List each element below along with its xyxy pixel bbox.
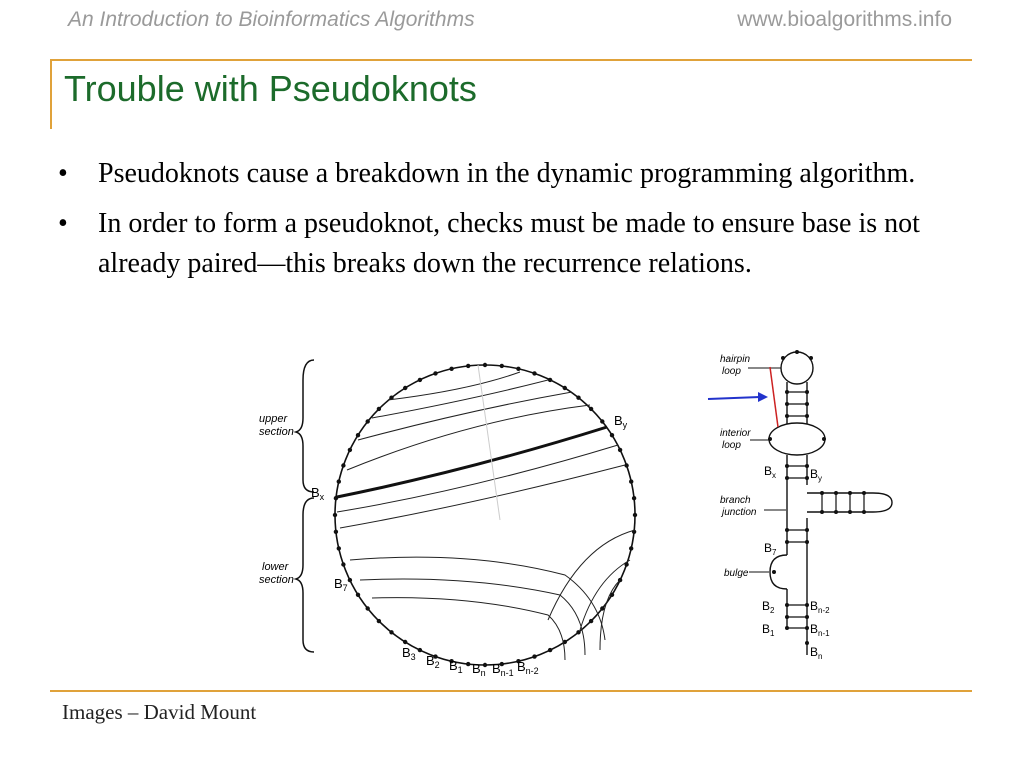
stem-nucleotide-dot: [834, 510, 838, 514]
stem-nucleotide-dot: [805, 390, 809, 394]
nucleotide-dot: [532, 371, 536, 375]
stem-loop-diagram: [708, 350, 892, 661]
lower-section-label: section: [259, 574, 294, 586]
nucleotide-dot: [334, 530, 338, 534]
nucleotide-dot: [633, 513, 637, 517]
nucleotide-dot: [418, 378, 422, 382]
stem-label-bx: $B_x$: [764, 464, 777, 480]
nucleotide-dot: [618, 448, 622, 452]
nucleotide-dot: [403, 640, 407, 644]
stem-nucleotide-dot: [785, 402, 789, 406]
stem-nucleotide-dot: [809, 356, 813, 360]
interior-loop-label: loop: [722, 440, 741, 451]
stem-label-b2: $B_2$: [762, 599, 775, 615]
nucleotide-dot: [356, 433, 360, 437]
hairpin-label: hairpin: [720, 354, 751, 365]
nucleotide-dot: [337, 479, 341, 483]
nucleotide-dot: [348, 578, 352, 582]
nucleotide-dot: [366, 606, 370, 610]
nucleotide-dot: [632, 496, 636, 500]
stem-nucleotide-dot: [785, 528, 789, 532]
label-b2: $B_2$: [426, 653, 440, 670]
stem-label-bn-1: $B_{n-1}$: [810, 622, 830, 638]
interior-loop: [769, 423, 825, 455]
nucleotide-dot: [366, 419, 370, 423]
stem-nucleotide-dot: [772, 570, 776, 574]
nucleotide-dot: [483, 663, 487, 667]
stem-nucleotide-dot: [785, 464, 789, 468]
nucleotide-dot: [516, 367, 520, 371]
stem-nucleotide-dot: [862, 491, 866, 495]
lower-label: lower: [262, 561, 289, 573]
branch-loop: [873, 493, 892, 512]
label-b7: $B_7$: [334, 576, 348, 593]
label-bn-1: $B_{n-1}$: [492, 661, 514, 678]
nucleotide-dot: [377, 407, 381, 411]
upper-brace: [296, 360, 314, 492]
branch-rungs: [822, 493, 864, 512]
nucleotide-dot: [589, 407, 593, 411]
nucleotide-dot: [348, 448, 352, 452]
blue-arrow-shaft: [708, 397, 760, 399]
pseudoknot-chord: [478, 365, 500, 520]
stem-nucleotide-dot: [834, 491, 838, 495]
stem-label-by: $B_y$: [810, 467, 823, 483]
bullet-text: Pseudoknots cause a breakdown in the dynamic programming algorithm.: [98, 158, 916, 189]
stem-nucleotide-dot: [805, 476, 809, 480]
footer-rule: [50, 690, 972, 692]
stem-nucleotide-dot: [820, 491, 824, 495]
nucleotide-dot: [589, 619, 593, 623]
nucleotide-dot: [403, 386, 407, 390]
stem-nucleotide-dot: [805, 641, 809, 645]
slide-title: Trouble with Pseudoknots: [64, 68, 477, 109]
nucleotide-dot: [548, 378, 552, 382]
stem-nucleotide-dot: [805, 528, 809, 532]
nucleotide-dot: [576, 396, 580, 400]
stem-label-b7: $B_7$: [764, 541, 777, 557]
interior-label: interior: [720, 428, 751, 439]
stem-nucleotide-dot: [785, 626, 789, 630]
footer-credit: Images – David Mount: [62, 700, 257, 724]
label-bn: $B_n$: [472, 661, 486, 678]
label-bx: $B_x$: [311, 485, 325, 502]
stem-nucleotide-dot: [822, 437, 826, 441]
nucleotide-dot: [377, 619, 381, 623]
bx-by-arc: [337, 427, 607, 497]
stem-nucleotide-dot: [805, 402, 809, 406]
stem-nucleotide-dot: [820, 510, 824, 514]
lower-stem-rungs: [787, 605, 807, 628]
nucleotide-dot: [548, 648, 552, 652]
circle-dots: [333, 363, 637, 667]
stem-nucleotide-dot: [848, 491, 852, 495]
nucleotide-dot: [466, 662, 470, 666]
bullet-text: In order to form a pseudoknot, checks must be made to ensure base is not already paired—this breaks down the recurrence relations.: [98, 208, 920, 279]
stem-label-b1: $B_1$: [762, 622, 775, 638]
stem-nucleotide-dot: [785, 540, 789, 544]
hairpin-loop-label: loop: [722, 366, 741, 377]
stem-nucleotide-dot: [805, 626, 809, 630]
stem-nucleotide-dot: [785, 615, 789, 619]
nucleotide-dot: [333, 513, 337, 517]
bulge-label: bulge: [724, 568, 749, 579]
nucleotide-dot: [600, 419, 604, 423]
nucleotide-dot: [418, 648, 422, 652]
stem-nucleotide-dot: [781, 356, 785, 360]
stem-nucleotide-dot: [805, 603, 809, 607]
bullet-dot: •: [58, 158, 68, 189]
nucleotide-dot: [466, 364, 470, 368]
lower-brace: [296, 498, 314, 652]
nucleotide-dot: [389, 630, 393, 634]
nucleotide-dot: [629, 546, 633, 550]
nucleotide-dot: [500, 364, 504, 368]
upper-section-label: section: [259, 426, 294, 438]
stem-nucleotide-dot: [805, 464, 809, 468]
nucleotide-dot: [449, 367, 453, 371]
label-by: $B_y$: [614, 413, 628, 430]
branch-label: branch: [720, 495, 751, 506]
nucleotide-dot: [576, 630, 580, 634]
nucleotide-dot: [483, 363, 487, 367]
pseudoknot-red-line: [770, 367, 778, 427]
stem-nucleotide-dot: [862, 510, 866, 514]
nucleotide-dot: [629, 479, 633, 483]
nucleotide-dot: [341, 463, 345, 467]
nucleotide-dot: [433, 371, 437, 375]
nucleotide-dot: [610, 433, 614, 437]
bullet-dot: •: [58, 208, 68, 239]
stem-nucleotide-dot: [805, 615, 809, 619]
nucleotide-dot: [337, 546, 341, 550]
stem-nucleotide-dot: [848, 510, 852, 514]
junction-label: junction: [722, 507, 757, 518]
nucleotide-dot: [341, 562, 345, 566]
stem-nucleotide-dot: [785, 603, 789, 607]
main-stem-rungs: [787, 466, 807, 542]
stem-nucleotide-dot: [795, 350, 799, 354]
stem-nucleotide-dot: [805, 540, 809, 544]
circle-diagram: [259, 360, 637, 678]
hairpin-loop: [781, 352, 813, 384]
label-b1: $B_1$: [449, 658, 463, 675]
lower-arcs: [350, 530, 635, 660]
upper-arcs: [347, 372, 590, 470]
header-website: www.bioalgorithms.info: [737, 8, 952, 31]
upper-stem-rungs: [787, 392, 807, 416]
stem-label-bn-2: $B_{n-2}$: [810, 599, 830, 615]
label-b3: $B_3$: [402, 645, 416, 662]
stem-nucleotide-dot: [805, 414, 809, 418]
stem-nucleotide-dot: [785, 390, 789, 394]
stem-nucleotide-dot: [785, 476, 789, 480]
nucleotide-dot: [356, 593, 360, 597]
nucleotide-dot: [532, 654, 536, 658]
stem-nucleotide-dot: [785, 414, 789, 418]
blue-arrow-head: [758, 392, 768, 402]
header-course-title: An Introduction to Bioinformatics Algorithms: [68, 8, 475, 31]
upper-label: upper: [259, 413, 288, 425]
nucleotide-dot: [563, 386, 567, 390]
stem-label-bn: $B_n$: [810, 645, 823, 661]
label-bn-2: $B_{n-2}$: [517, 659, 539, 676]
